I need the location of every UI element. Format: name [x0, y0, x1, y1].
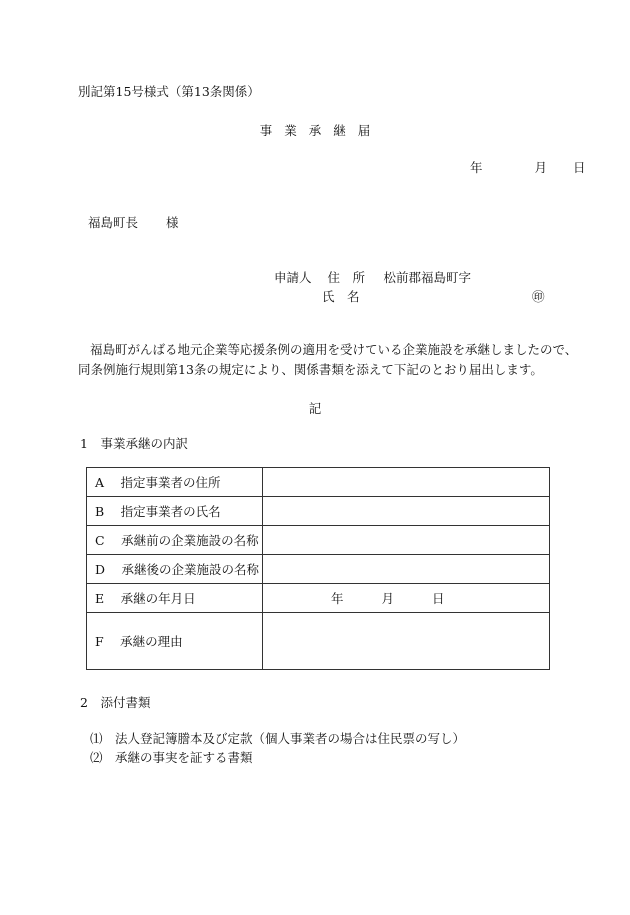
title-char: 継 — [333, 123, 346, 138]
row-label — [87, 468, 263, 497]
row-label-text: 指定事業者の氏名 — [120, 504, 221, 519]
attachment-item: ⑵ 承継の事実を証する書類 — [90, 750, 253, 765]
address-label: 住 所 — [327, 270, 365, 285]
date-year: 年 — [470, 160, 483, 175]
table-row — [87, 497, 550, 526]
addressee-honorific: 様 — [166, 215, 179, 230]
succession-details-table — [86, 467, 550, 670]
applicant-role: 申請人 — [274, 270, 312, 285]
ki-heading: 記 — [308, 401, 322, 416]
submission-date — [470, 158, 586, 176]
row-label — [87, 613, 263, 670]
row-letter: E — [95, 591, 105, 606]
row-label-text: 承継後の企業施設の名称 — [121, 562, 260, 577]
section1-heading: 1 事業承継の内訳 — [80, 436, 188, 451]
addressee — [88, 213, 179, 231]
title-char: 事 — [259, 123, 273, 138]
table-row — [87, 613, 550, 670]
succession-month: 月 — [381, 591, 395, 606]
applicant-block — [274, 268, 471, 306]
row-label — [87, 526, 263, 555]
form-number: 別記第15号様式（第13条関係） — [78, 84, 260, 99]
row-letter: D — [95, 562, 106, 577]
row-value-field[interactable] — [263, 613, 550, 670]
row-label-text: 承継の理由 — [120, 634, 183, 649]
attachment-item: ⑴ 法人登記簿謄本及び定款（個人事業者の場合は住民票の写し） — [90, 731, 466, 746]
title-char: 承 — [308, 123, 322, 138]
name-label: 氏 名 — [322, 289, 360, 304]
date-month: 月 — [534, 160, 548, 175]
title-char: 業 — [284, 123, 297, 138]
row-label-text: 指定事業者の住所 — [120, 475, 221, 490]
table-row — [87, 555, 550, 584]
title-char: 届 — [357, 123, 371, 138]
row-label — [87, 584, 263, 613]
row-value-field[interactable] — [263, 497, 550, 526]
addressee-name: 福島町長 — [88, 215, 139, 230]
row-letter: A — [95, 475, 105, 490]
seal-mark: ㊞ — [532, 289, 545, 304]
table-row — [87, 584, 550, 613]
row-label-text: 承継の年月日 — [120, 591, 196, 606]
address-value: 松前郡福島町字 — [383, 270, 471, 285]
attachments-list — [90, 729, 465, 767]
row-label — [87, 497, 263, 526]
row-letter: B — [95, 504, 105, 519]
body-text: 福島町がんばる地元企業等応援条例の適用を受けている企業施設を承継しましたので、同条例施行規則第13条の規定により、関係書類を添えて下記のとおり届出します。 — [78, 342, 578, 377]
table-row — [87, 526, 550, 555]
row-value-field[interactable] — [263, 526, 550, 555]
table-row — [87, 468, 550, 497]
row-letter: C — [95, 533, 105, 548]
succession-date-field[interactable] — [263, 584, 550, 613]
row-label-text: 承継前の企業施設の名称 — [121, 533, 259, 548]
row-label — [87, 555, 263, 584]
succession-day: 日 — [432, 591, 445, 606]
succession-year: 年 — [331, 591, 344, 606]
row-letter: F — [95, 634, 104, 649]
date-day: 日 — [573, 160, 586, 175]
document-title — [0, 121, 630, 139]
row-value-field[interactable] — [263, 468, 550, 497]
row-value-field[interactable] — [263, 555, 550, 584]
section2-heading: 2 添付書類 — [80, 695, 151, 710]
